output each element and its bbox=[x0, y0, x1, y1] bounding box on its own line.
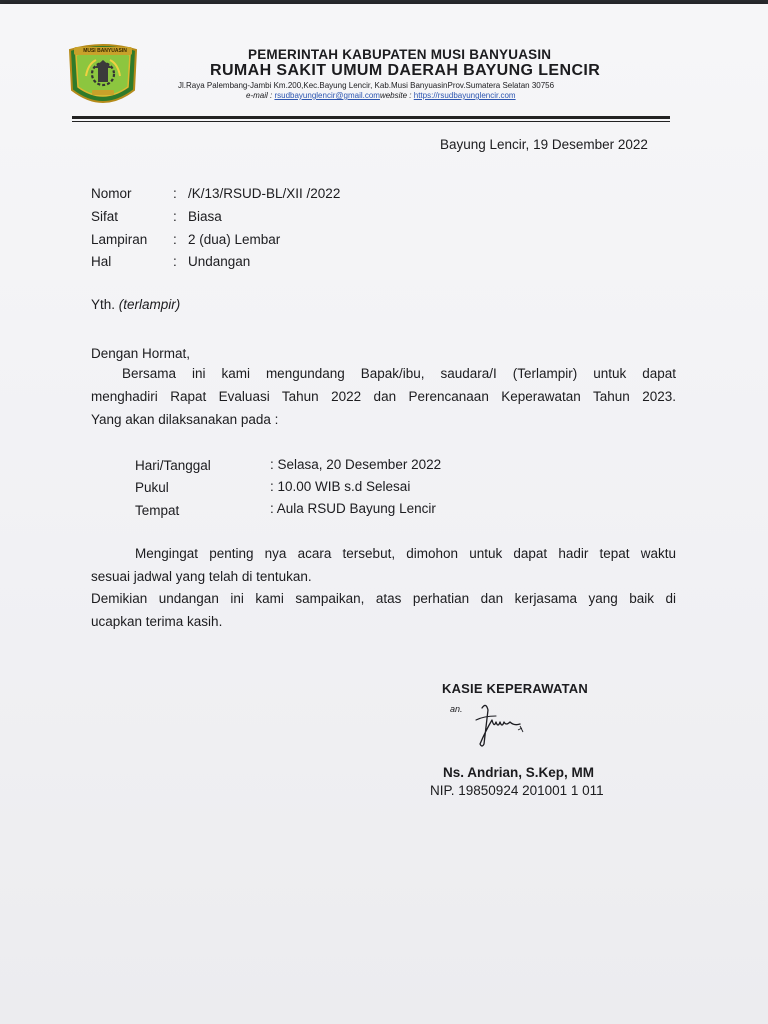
email-link[interactable]: rsudbayunglencir@gmail.com bbox=[274, 91, 380, 100]
email-label: e-mail : bbox=[246, 91, 275, 100]
paragraph-reminder-line: sesuai jadwal yang telah di tentukan. bbox=[91, 569, 312, 584]
paragraph-invitation-line: Bersama ini kami mengundang Bapak/ibu, saudara/I (Terlampir) untuk dapat bbox=[122, 366, 676, 381]
paragraph-closing-line: Demikian undangan ini kami sampaikan, atas perhatian dan kerjasama yang baik di bbox=[91, 591, 676, 606]
letter-page bbox=[0, 4, 768, 1024]
detail-value-date: : Selasa, 20 Desember 2022 bbox=[270, 457, 442, 472]
meta-label-sifat: Sifat bbox=[91, 209, 119, 224]
hospital-name: RUMAH SAKIT UMUM DAERAH BAYUNG LENCIR bbox=[210, 62, 601, 79]
government-name: PEMERINTAH KABUPATEN MUSI BANYUASIN bbox=[248, 47, 552, 62]
salutation: Dengan Hormat, bbox=[91, 346, 191, 361]
detail-value-place: : Aula RSUD Bayung Lencir bbox=[270, 501, 436, 516]
meta-value-sifat: Biasa bbox=[188, 209, 222, 224]
on-behalf-mark: an. bbox=[450, 704, 463, 714]
handwritten-signature-icon bbox=[468, 700, 532, 750]
detail-label-date: Hari/Tanggal bbox=[135, 458, 211, 473]
meta-colon: : bbox=[173, 254, 177, 269]
website-link[interactable]: https://rsudbayunglencir.com bbox=[413, 91, 516, 100]
recipient-prefix: Yth. bbox=[91, 297, 116, 312]
emblem-top-text: MUSI BANYUASIN bbox=[83, 48, 127, 54]
website-label: website : bbox=[379, 91, 414, 100]
meta-label-nomor: Nomor bbox=[91, 186, 132, 201]
paragraph-reminder-line: Mengingat penting nya acara tersebut, dimohon untuk dapat hadir tepat waktu bbox=[135, 546, 676, 561]
detail-label-place: Tempat bbox=[135, 503, 180, 518]
meta-colon: : bbox=[173, 232, 177, 247]
letterhead-divider-thin bbox=[72, 121, 670, 122]
detail-label-time: Pukul bbox=[135, 480, 169, 495]
letterhead-divider-thick bbox=[72, 116, 670, 119]
meta-label-lampiran: Lampiran bbox=[91, 232, 148, 247]
recipient: (terlampir) bbox=[118, 297, 181, 312]
meta-colon: : bbox=[173, 186, 177, 201]
paragraph-closing-line: ucapkan terima kasih. bbox=[91, 614, 223, 629]
place-and-date: Bayung Lencir, 19 Desember 2022 bbox=[440, 137, 648, 152]
paragraph-invitation-line: menghadiri Rapat Evaluasi Tahun 2022 dan Perencanaan Keperawatan Tahun 2023. bbox=[91, 389, 676, 404]
meta-label-hal: Hal bbox=[91, 254, 112, 269]
meta-value-lampiran: 2 (dua) Lembar bbox=[188, 232, 281, 247]
hospital-address: Jl.Raya Palembang-Jambi Km.200,Kec.Bayung Lencir, Kab.Musi BanyuasinProv.Sumatera Selatan 30756 bbox=[178, 81, 555, 90]
meta-value-hal: Undangan bbox=[188, 254, 251, 269]
meta-colon: : bbox=[173, 209, 177, 224]
signatory-title: KASIE KEPERAWATAN bbox=[442, 681, 588, 696]
detail-value-time: : 10.00 WIB s.d Selesai bbox=[270, 479, 411, 494]
meta-value-nomor: /K/13/RSUD-BL/XII /2022 bbox=[188, 186, 341, 201]
paragraph-invitation-line: Yang akan dilaksanakan pada : bbox=[91, 412, 279, 427]
signatory-name: Ns. Andrian, S.Kep, MM bbox=[443, 765, 595, 780]
contact-line bbox=[246, 91, 516, 100]
recipient-line bbox=[91, 297, 180, 312]
signatory-nip: NIP. 19850924 201001 1 011 bbox=[430, 783, 604, 798]
